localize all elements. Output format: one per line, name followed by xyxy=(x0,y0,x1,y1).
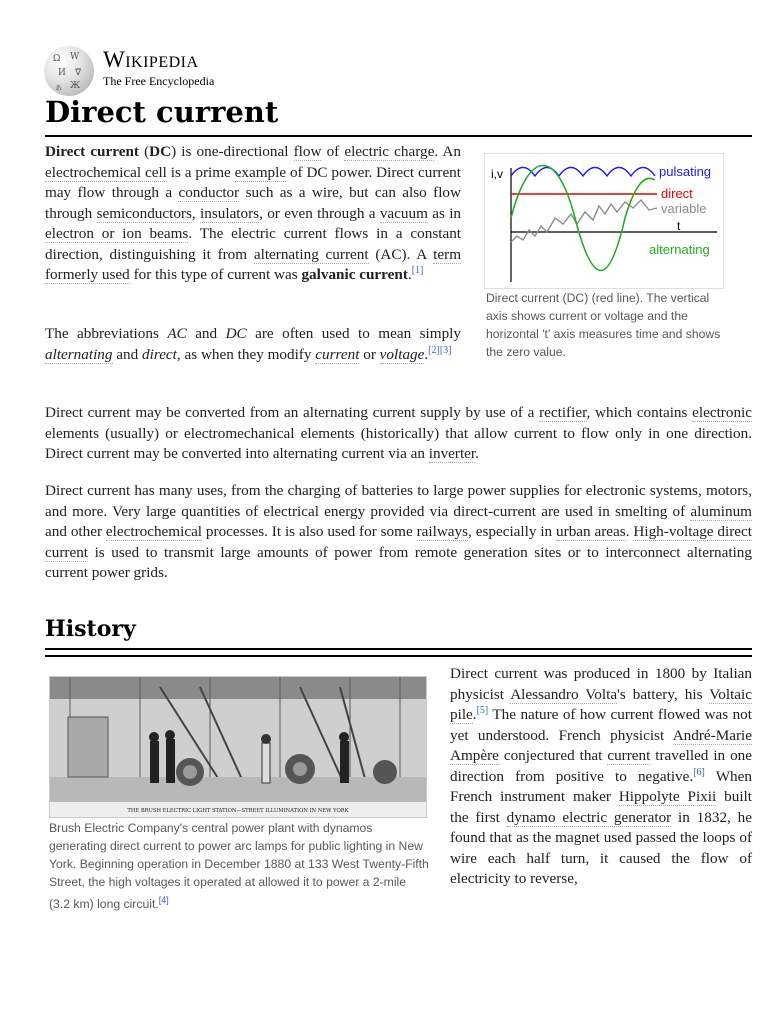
link-alessandro-volta[interactable]: Alessandro Volta xyxy=(510,685,618,703)
link-term[interactable]: term xyxy=(433,245,462,263)
link-semiconductors[interactable]: semiconductors xyxy=(96,204,192,222)
link-conductor[interactable]: conductor xyxy=(178,184,240,201)
page-title: Direct current xyxy=(45,95,279,129)
link-inverter[interactable]: inverter xyxy=(428,445,476,462)
variable-line xyxy=(511,200,657,242)
wikipedia-globe-icon[interactable]: Ω W И ᐁ ぁ Ж xyxy=(44,46,94,96)
link-electron-or-ion-beams[interactable]: electron or ion beams xyxy=(45,225,189,242)
link-example[interactable]: example xyxy=(234,163,287,181)
link-aluminum[interactable]: aluminum xyxy=(690,502,752,520)
alternating-line xyxy=(511,166,655,271)
figure-1-caption: Direct current (DC) (red line). The vertical axis shows current or voltage and the horizontal 't' axis measures time and shows the zero value. xyxy=(486,291,721,359)
title-underline xyxy=(45,135,752,137)
waveform-diagram xyxy=(485,154,723,288)
link-rectifier[interactable]: rectifier xyxy=(539,404,587,421)
legend-pulsating: pulsating xyxy=(659,164,712,179)
legend-variable: variable xyxy=(661,201,707,216)
reference-2[interactable]: [2] xyxy=(428,344,440,356)
link-voltage[interactable]: voltage xyxy=(379,345,425,363)
link-electrochemical[interactable]: electrochemical xyxy=(105,523,203,540)
wikipedia-wordmark[interactable]: Wikipedia xyxy=(103,47,199,72)
reference-5[interactable]: [5] xyxy=(476,704,489,716)
legend-alternating: alternating xyxy=(649,242,710,257)
intro-paragraph-4: Direct current has many uses, from the charging of batteries to large power supplies for electronic systems, motors, and more. Very large quantities of electrical energy provided via direct-current are used in smelting of aluminum and other electrochemical processes. It is also used for some railways, especially in urban areas. High-voltage direct current is used to transmit large amounts of power from remote generation sites or to interconnect alternating current power grids. xyxy=(45,482,752,581)
legend-direct: direct xyxy=(661,186,693,201)
link-insulators[interactable]: insulators xyxy=(200,204,260,222)
photo-engraving-label: THE BRUSH ELECTRIC LIGHT STATION—STREET ILLUMINATION IN NEW YORK xyxy=(127,808,349,814)
history-rule-2 xyxy=(45,655,752,657)
dc-waveform-figure[interactable] xyxy=(484,153,724,289)
link-vacuum[interactable]: vacuum xyxy=(379,204,428,222)
link-current-history[interactable]: current xyxy=(607,747,651,764)
link-voltaic-pile[interactable]: Voltaic pile xyxy=(450,685,752,723)
link-hvdc[interactable]: High-voltage direct current xyxy=(45,523,752,561)
reference-6[interactable]: [6] xyxy=(693,766,705,778)
link-dynamo-electric-generator[interactable]: dynamo electric generator xyxy=(506,808,672,826)
history-heading: History xyxy=(45,616,136,642)
link-hippolyte-pixii[interactable]: Hippolyte Pixii xyxy=(618,788,717,805)
intro-paragraph-2: The abbreviations AC and DC are often used to mean simply alternating and direct, as when they modify current or voltage.[2][3] xyxy=(45,325,461,363)
link-flow[interactable]: flow xyxy=(293,143,322,160)
link-urban-areas[interactable]: urban areas xyxy=(556,523,626,540)
link-formerly-used[interactable]: formerly used xyxy=(45,266,130,283)
axis-label-t: t xyxy=(677,219,681,233)
link-electronic[interactable]: electronic xyxy=(692,404,752,421)
reference-3[interactable]: [3] xyxy=(439,344,452,356)
photo-caption: Brush Electric Company's central power plant with dynamos generating direct current to power arc lamps for public lighting in New York. Beginning operation in December 1880 at 133 West Twenty-Fifth Street, the high voltages it operated at allowed it to power a 2-mile (3.2 km) long circuit.[4] xyxy=(49,821,429,912)
reference-4[interactable]: [4] xyxy=(158,895,169,905)
link-alternating-current[interactable]: alternating current xyxy=(253,245,369,263)
link-railways[interactable]: railways xyxy=(416,523,469,540)
reference-1[interactable]: [1] xyxy=(411,264,424,276)
wikipedia-tagline: The Free Encyclopedia xyxy=(103,74,215,88)
axis-label-iv: i,v xyxy=(491,167,503,181)
link-electric-charge[interactable]: electric charge xyxy=(344,143,435,160)
link-current[interactable]: current xyxy=(315,345,360,363)
link-electrochemical-cell[interactable]: electrochemical cell xyxy=(45,163,167,181)
pulsating-line xyxy=(511,168,655,177)
history-paragraph-1: Direct current was produced in 1800 by Italian physicist Alessandro Volta's battery, his Voltaic pile.[5] The nature of how current flowed was not yet understood. French physicist André-Marie Ampère conjectured that current travelled in one direction from positive to negative.[6] When French instrument maker Hippolyte Pixii built the first dynamo electric generator in 1832, he found that as the magnet used passed the loops of wire each half turn, it caused the flow of electricity to reverse, xyxy=(450,665,753,887)
link-andre-marie-ampere[interactable]: André-Marie Ampère xyxy=(450,726,752,764)
brush-electric-plant-photo[interactable] xyxy=(49,676,427,818)
intro-paragraph-1: Direct current (DC) is one-directional flow of electric charge. An electrochemical cell is a prime example of DC power. Direct current may flow through a conductor such as a wire, but can also flow through semiconductors, insulators, or even through a vacuum as in electron or ion beams. The electric current flows in a constant direction, distinguishing it from alternating current (AC). A term formerly used for this type of current was galvanic current.[1] xyxy=(45,143,462,283)
link-alternating[interactable]: alternating xyxy=(45,345,113,363)
intro-paragraph-3: Direct current may be converted from an alternating current supply by use of a rectifier, which contains electronic elements (usually) or electromechanical elements (historically) that allow current to flow only in one direction. Direct current may be converted into alternating current via an inverter. xyxy=(45,404,752,462)
history-rule-1 xyxy=(45,648,752,650)
engraving-illustration xyxy=(50,677,426,817)
